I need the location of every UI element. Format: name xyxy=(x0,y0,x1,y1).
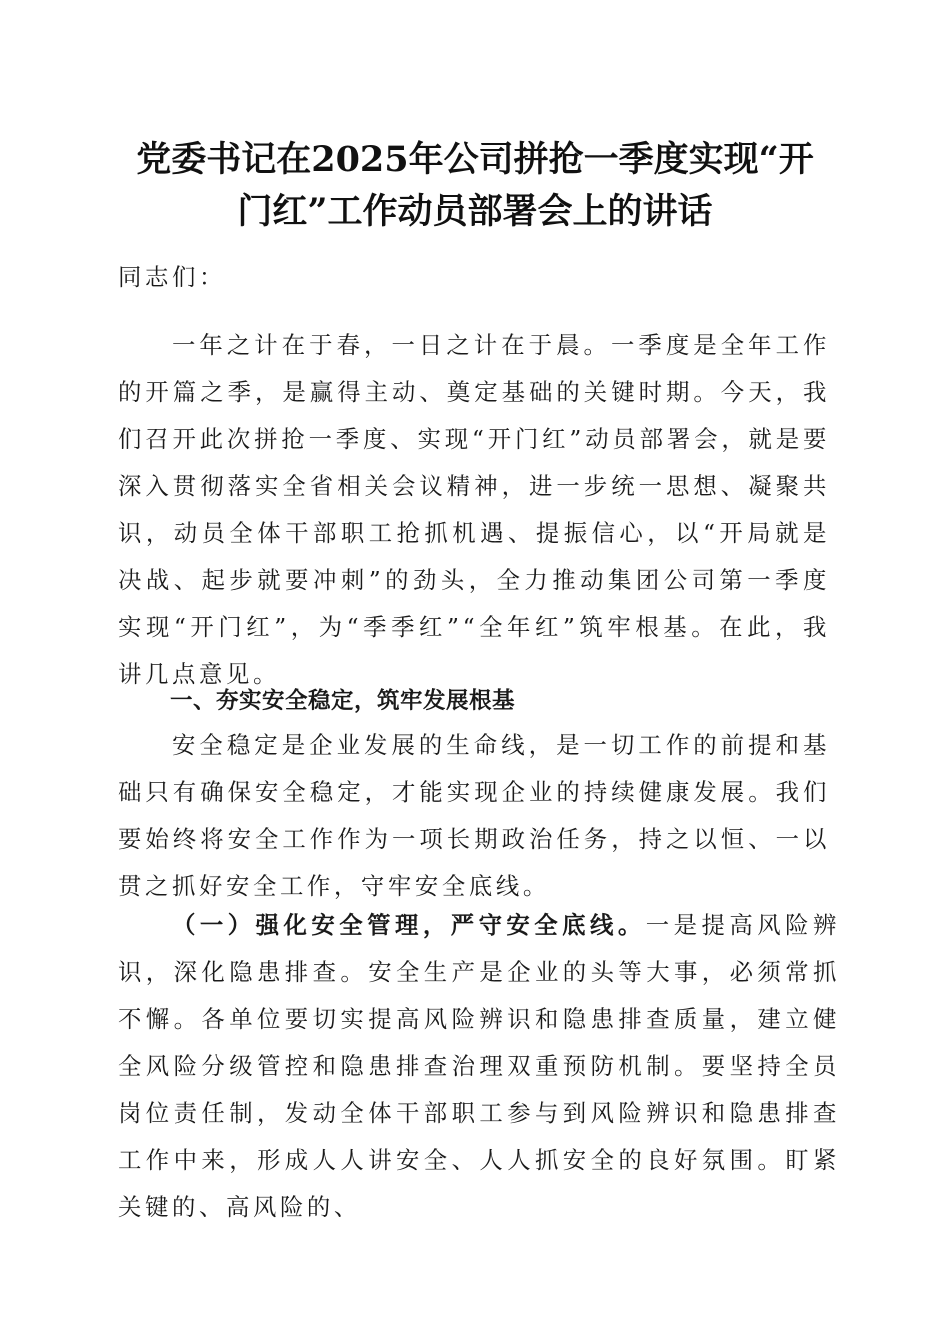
title-line-2: 门红”工作动员部署会上的讲话 xyxy=(237,191,713,232)
title-line-1: 党委书记在2025年公司拼抢一季度实现“开 xyxy=(136,139,814,180)
section-heading-1: 一、夯实安全稳定，筑牢发展根基 xyxy=(170,688,516,714)
subsection-heading-1: （一）强化安全管理，严守安全底线。 xyxy=(172,911,646,939)
paragraph-intro: 一年之计在于春，一日之计在于晨。一季度是全年工作的开篇之季，是赢得主动、奠定基础的关键时期。今天，我们召开此次拼抢一季度、实现“开门红”动员部署会，就是要深入贯彻落实全省相关会议精神，进一步统一思想、凝聚共识，动员全体干部职工抢抓机遇、提振信心，以“开局就是决战、起步就要冲刺”的劲头，全力推动集团公司第一季度实现“开门红”，为“季季红”“全年红”筑牢根基。在此，我讲几点意见。 xyxy=(118,331,830,688)
salutation: 同志们： xyxy=(118,263,226,291)
document-title xyxy=(90,134,860,238)
paragraph-safety-management xyxy=(118,902,840,1231)
paragraph-safety-management-body: 一是提高风险辨识，深化隐患排查。安全生产是企业的头等大事，必须常抓不懈。各单位要切实提高风险辨识和隐患排查质量，建立健全风险分级管控和隐患排查治理双重预防机制。要坚持全员岗位责任制，发动全体干部职工参与到风险辨识和隐患排查工作中来，形成人人讲安全、人人抓安全的良好氛围。盯紧关键的、高风险的、 xyxy=(118,911,841,1221)
paragraph-safety: 安全稳定是企业发展的生命线，是一切工作的前提和基础只有确保安全稳定，才能实现企业的持续健康发展。我们要始终将安全工作作为一项长期政治任务，持之以恒、一以贯之抓好安全工作，守牢安全底线。 xyxy=(118,731,830,900)
